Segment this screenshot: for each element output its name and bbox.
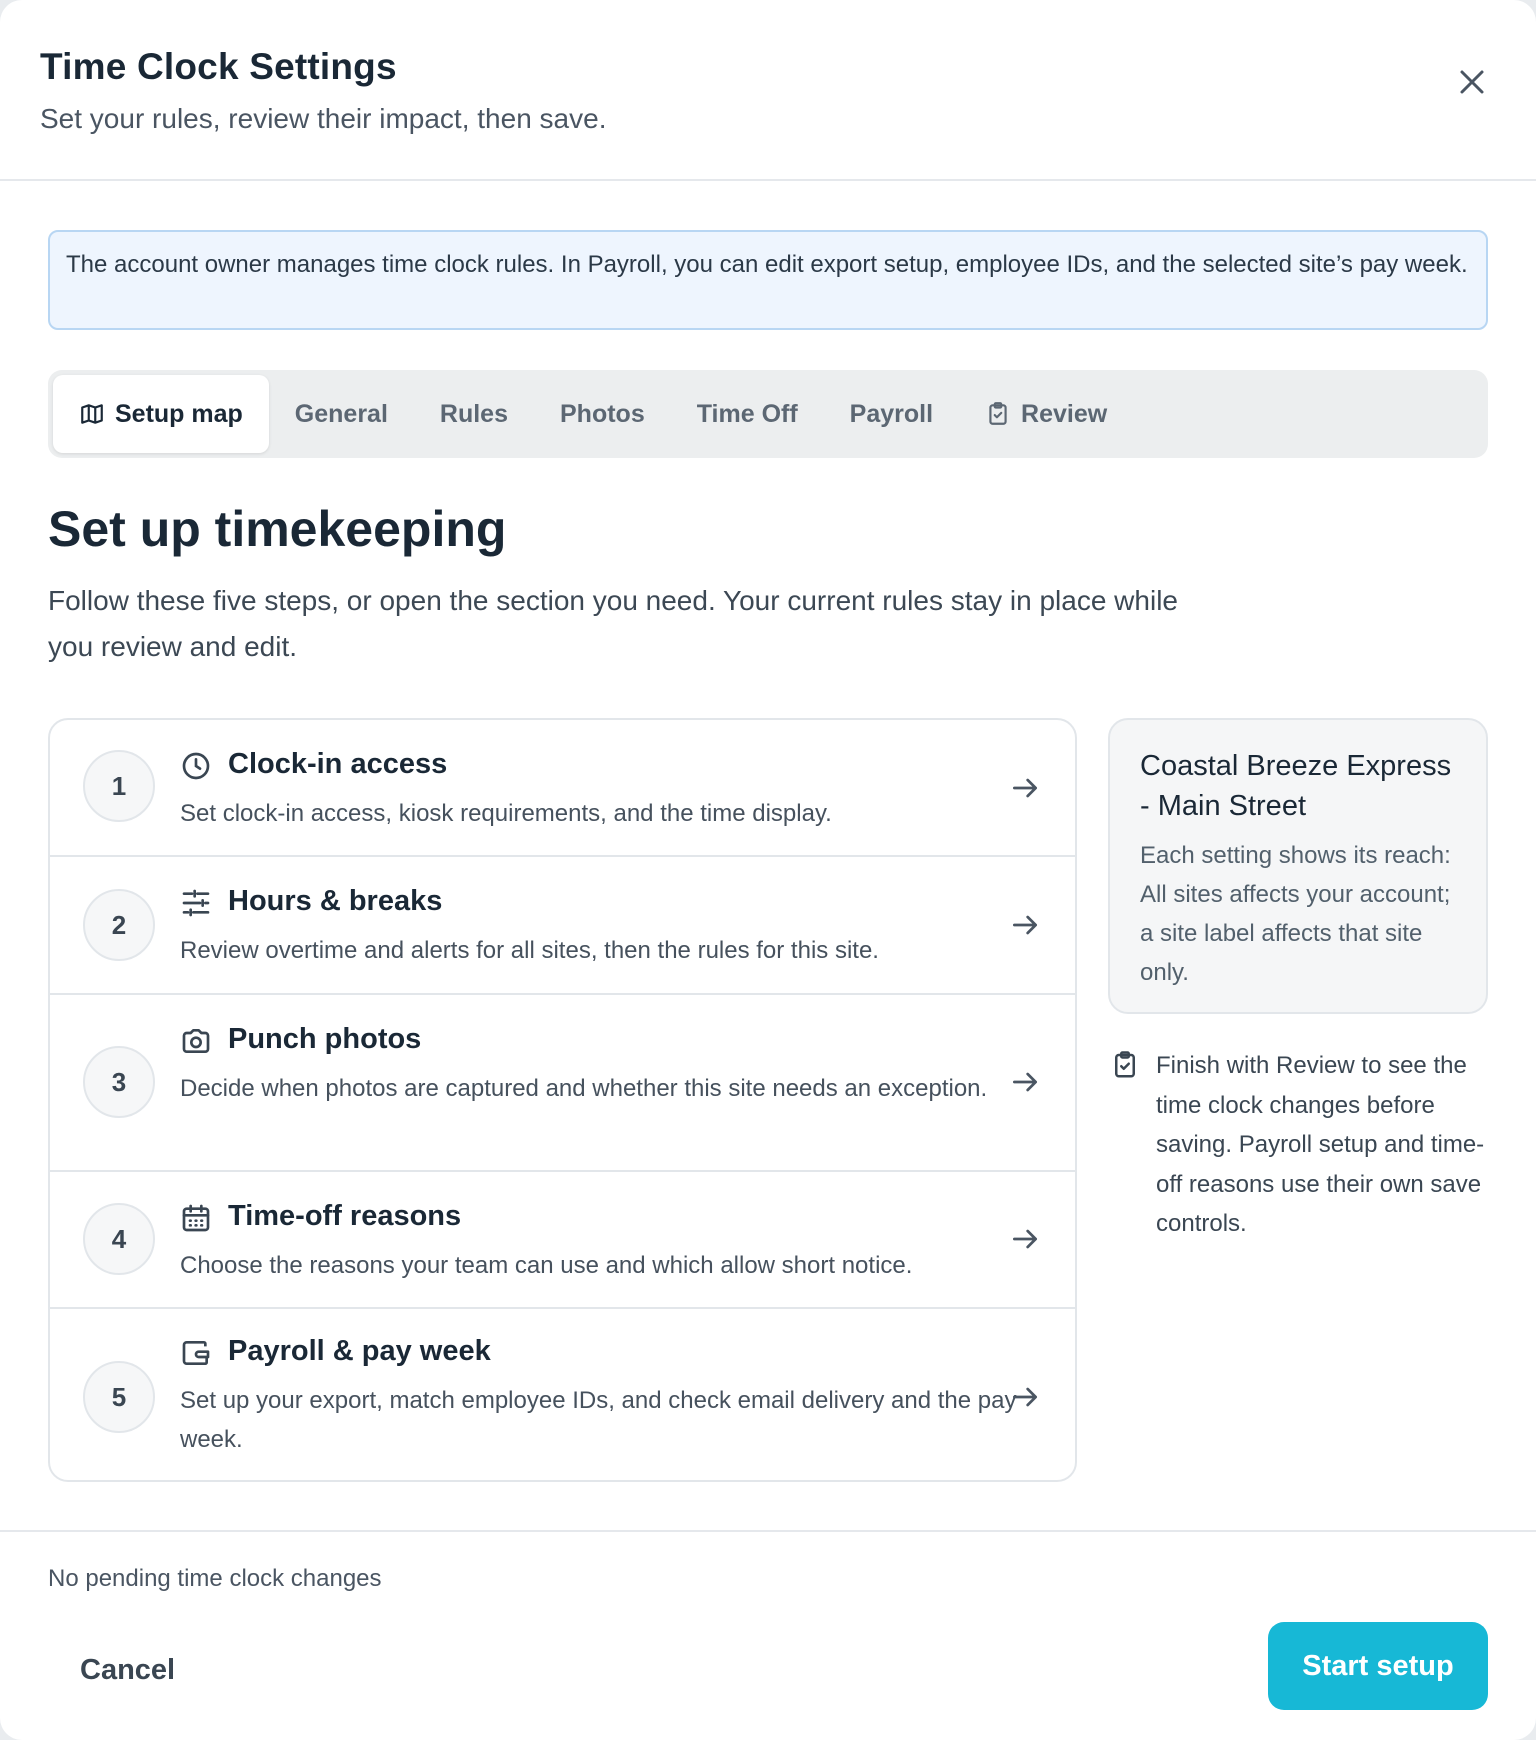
step-description: Decide when photos are captured and whether this site needs an exception. — [180, 1075, 988, 1102]
site-info-card — [1108, 718, 1488, 1014]
step-number: 4 — [83, 1203, 155, 1275]
step-punch-photos[interactable] — [50, 995, 1075, 1172]
tab-review[interactable] — [959, 375, 1133, 453]
close-button[interactable] — [1454, 64, 1490, 100]
step-time-off-reasons[interactable] — [50, 1172, 1075, 1309]
sliders-icon — [180, 887, 212, 919]
tab-label: Photos — [560, 399, 645, 428]
map-icon — [79, 401, 105, 427]
setup-steps-list — [48, 718, 1077, 1482]
tab-general[interactable] — [269, 375, 414, 453]
tab-rules[interactable] — [414, 375, 534, 453]
arrow-right-icon — [1009, 1066, 1041, 1098]
arrow-right-icon — [1009, 1381, 1041, 1413]
clipboard-check-icon — [1110, 1050, 1140, 1080]
tab-label: Rules — [439, 399, 508, 428]
tab-label: Setup map — [115, 399, 243, 428]
tab-label: Time Off — [696, 399, 798, 428]
step-number: 1 — [83, 750, 155, 822]
dialog-footer — [0, 1530, 1536, 1740]
step-hours-breaks[interactable] — [50, 857, 1075, 995]
step-title: Clock-in access — [228, 748, 448, 780]
arrow-right-icon — [1009, 1223, 1041, 1255]
step-number: 2 — [83, 889, 155, 961]
step-number: 5 — [83, 1361, 155, 1433]
site-name: Coastal Breeze Express - Main Street — [1140, 750, 1452, 822]
site-scope-note: Each setting shows its reach: All sites affects your account; a site label affects that site only. — [1140, 842, 1451, 986]
step-description: Review overtime and alerts for all sites, then the rules for this site. — [180, 937, 879, 964]
wallet-icon — [180, 1337, 212, 1369]
tab-photos[interactable] — [534, 375, 671, 453]
step-number: 3 — [83, 1046, 155, 1118]
tab-time-off[interactable] — [671, 375, 824, 453]
settings-tabs — [48, 370, 1488, 458]
step-description: Set clock-in access, kiosk requirements, and the time display. — [180, 800, 832, 827]
review-note-text: Finish with Review to see the time clock changes before saving. Payroll setup and time-off reasons use their own save controls. — [1156, 1052, 1485, 1237]
clock-icon — [180, 750, 212, 782]
step-title: Punch photos — [228, 1023, 422, 1055]
step-description: Choose the reasons your team can use and which allow short notice. — [180, 1252, 913, 1279]
dialog-title: Time Clock Settings — [40, 46, 397, 87]
tab-setup-map[interactable] — [53, 375, 269, 453]
dialog-subtitle: Set your rules, review their impact, then save. — [40, 103, 607, 134]
tab-label: Payroll — [849, 399, 934, 428]
close-icon — [1458, 68, 1486, 96]
cancel-button[interactable]: Cancel — [80, 1653, 176, 1686]
step-title: Hours & breaks — [228, 885, 443, 917]
start-setup-button[interactable]: Start setup — [1268, 1622, 1488, 1710]
arrow-right-icon — [1009, 772, 1041, 804]
arrow-right-icon — [1009, 909, 1041, 941]
page-heading: Set up timekeeping — [48, 501, 507, 557]
step-description: Set up your export, match employee IDs, and check email delivery and the pay week. — [180, 1387, 1017, 1453]
tab-label: Review — [1021, 399, 1108, 428]
page-intro: Follow these five steps, or open the section you need. Your current rules stay in place while you review and edit. — [48, 585, 1178, 662]
dialog-header — [0, 0, 1536, 181]
step-clock-in-access[interactable] — [50, 720, 1075, 857]
camera-icon — [180, 1025, 212, 1057]
calendar-icon — [180, 1202, 212, 1234]
step-title: Time-off reasons — [228, 1200, 462, 1232]
tab-label: General — [294, 399, 388, 428]
tab-payroll[interactable] — [824, 375, 959, 453]
clipboard-check-icon — [985, 401, 1011, 427]
step-payroll-pay-week[interactable] — [50, 1309, 1075, 1482]
step-title: Payroll & pay week — [228, 1335, 491, 1367]
permission-info-banner: The account owner manages time clock rules. In Payroll, you can edit export setup, employee IDs, and the selected site’s pay week. — [48, 230, 1488, 330]
pending-changes-status: No pending time clock changes — [48, 1565, 382, 1592]
